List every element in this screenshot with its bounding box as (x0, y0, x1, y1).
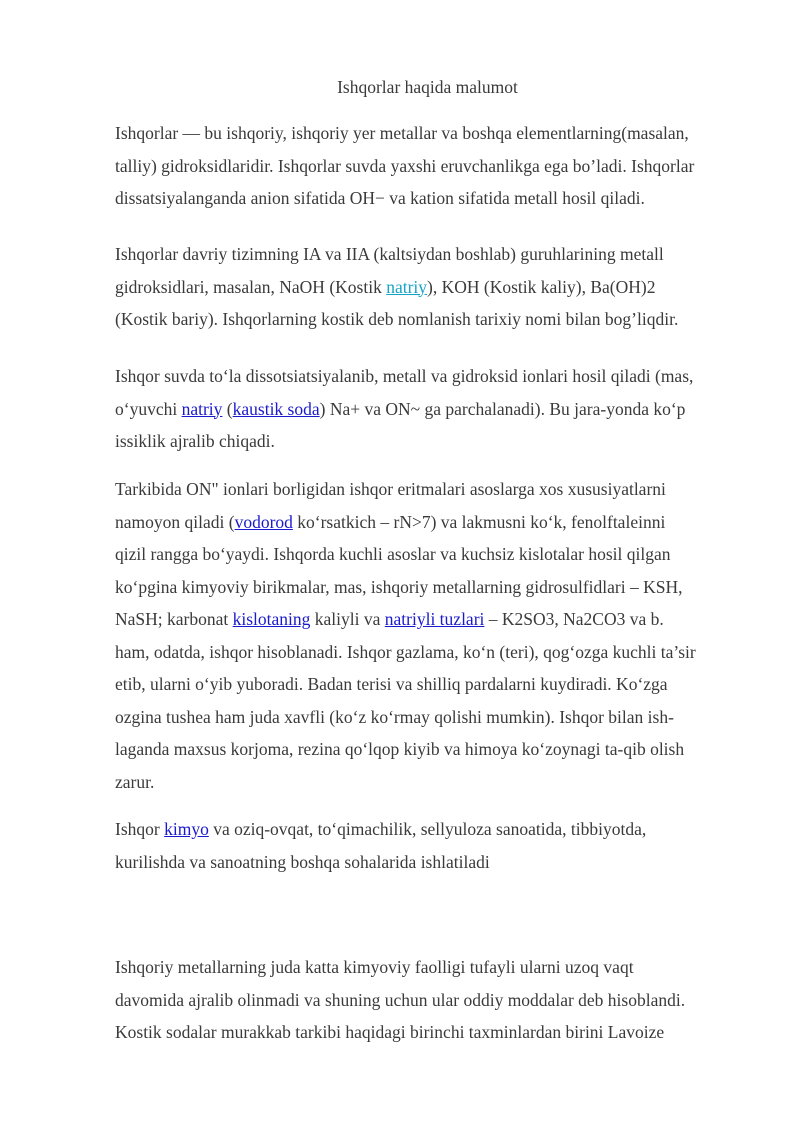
text-fragment: o‘yuvchi (115, 398, 182, 419)
text-fragment: kaliyli va (310, 609, 385, 629)
text-fragment: namoyon qiladi ( (115, 511, 235, 532)
text-line: Tarkibida ON" ionlari borligidan ishqor eritmalari asoslarga xos xususiyatlarni (115, 479, 666, 499)
text-fragment: NaSH; karbonat (115, 609, 233, 629)
text-line: (Kostik bariy). Ishqorlarning kostik deb nomlanish tarixiy nomi bilan bog’liqdir. (115, 309, 679, 329)
paragraph-dissociation (115, 360, 755, 458)
text-line: issiklik ajralib chiqadi. (115, 431, 275, 451)
text-fragment: Ishqor (115, 819, 165, 839)
text-line: laganda maxsus korjoma, rezina qo‘lqop kiyib va himoya ko‘zoynagi ta-qib olish (115, 739, 685, 759)
text-line: zarur. (115, 771, 155, 792)
text-line: kurilishda va sanoatning boshqa sohalarida ishlatiladi (115, 851, 490, 872)
text-line (115, 393, 755, 426)
text-line: ham, odatda, ishqor hisoblanadi. Ishqor gazlama, ko‘n (teri), qog‘ozga kuchli ta’sir (115, 641, 696, 662)
paragraph-history (115, 951, 755, 1049)
text-line: etib, ularni o‘yib yuboradi. Badan terisi va shilliq pardalarni kuydiradi. Ko‘zga (115, 674, 668, 694)
paragraph-properties (115, 473, 755, 798)
link-natriy[interactable]: natriy (181, 398, 223, 419)
text-line (115, 603, 755, 636)
text-fragment: gidroksidlari, masalan, NaOH (Kostik (115, 276, 387, 297)
paragraph-definition (115, 117, 755, 215)
link-vodorod[interactable]: vodorod (234, 511, 293, 532)
text-line (115, 271, 755, 304)
text-fragment: ), KOH (Kostik kaliy), Ba(OH)2 (427, 276, 656, 297)
link-natriyli-tuzlari[interactable]: natriyli tuzlari (384, 609, 485, 629)
text-line (115, 813, 755, 846)
text-line: qizil rangga bo‘yaydi. Ishqorda kuchli asoslar va kuchsiz kislotalar hosil qilgan (115, 544, 671, 564)
paragraph-uses (115, 813, 755, 878)
text-line: dissatsiyalanganda anion sifatida OH− va kation sifatida metall hosil qiladi. (115, 188, 645, 208)
text-line: ko‘pgina kimyoviy birikmalar, mas, ishqoriy metallarning gidrosulfidlari – KSH, (115, 576, 683, 597)
text-line (115, 506, 755, 539)
link-kaustik-soda[interactable]: kaustik soda (232, 398, 320, 419)
text-fragment: ) Na+ va ON~ ga parchalanadi). Bu jara-yonda ko‘p (319, 398, 686, 419)
text-fragment: va oziq-ovqat, to‘qimachilik, sellyuloza sanoatida, tibbiyotda, (208, 819, 647, 839)
text-fragment: – K2SO3, Na2CO3 va b. (484, 609, 664, 629)
text-line: Ishqorlar — bu ishqoriy, ishqoriy yer metallar va boshqa elementlarning(masalan, (115, 123, 689, 143)
link-kimyo[interactable]: kimyo (164, 819, 209, 839)
text-line: talliy) gidroksidlaridir. Ishqorlar suvda yaxshi eruvchanlikga ega bo’ladi. Ishqorlar (115, 155, 695, 176)
link-natriy[interactable]: natriy (386, 276, 428, 297)
text-line: Ishqoriy metallarning juda katta kimyoviy faolligi tufayli ularni uzoq vaqt (115, 957, 634, 977)
text-line: Ishqorlar davriy tizimning IA va IIA (kaltsiydan boshlab) guruhlarining metall (115, 244, 664, 264)
text-line: Ishqor suvda to‘la dissotsiatsiyalanib, metall va gidroksid ionlari hosil qiladi (mas, (115, 366, 694, 386)
document-title: Ishqorlar haqida malumot (337, 77, 518, 97)
link-kislotaning[interactable]: kislotaning (232, 609, 311, 629)
paragraph-periodic-table (115, 238, 755, 336)
text-line: Kostik sodalar murakkab tarkibi haqidagi birinchi taxminlardan birini Lavoize (115, 1022, 665, 1042)
text-fragment: ( (222, 398, 233, 419)
text-fragment: ko‘rsatkich – rN>7) va lakmusni ko‘k, fenolftaleinni (292, 511, 666, 532)
text-line: davomida ajralib olinmadi va shuning uchun ular oddiy moddalar deb hisoblandi. (115, 989, 686, 1010)
text-line: ozgina tushea ham juda xavfli (ko‘z ko‘rmay qolishi mumkin). Ishqor bilan ish- (115, 706, 674, 727)
